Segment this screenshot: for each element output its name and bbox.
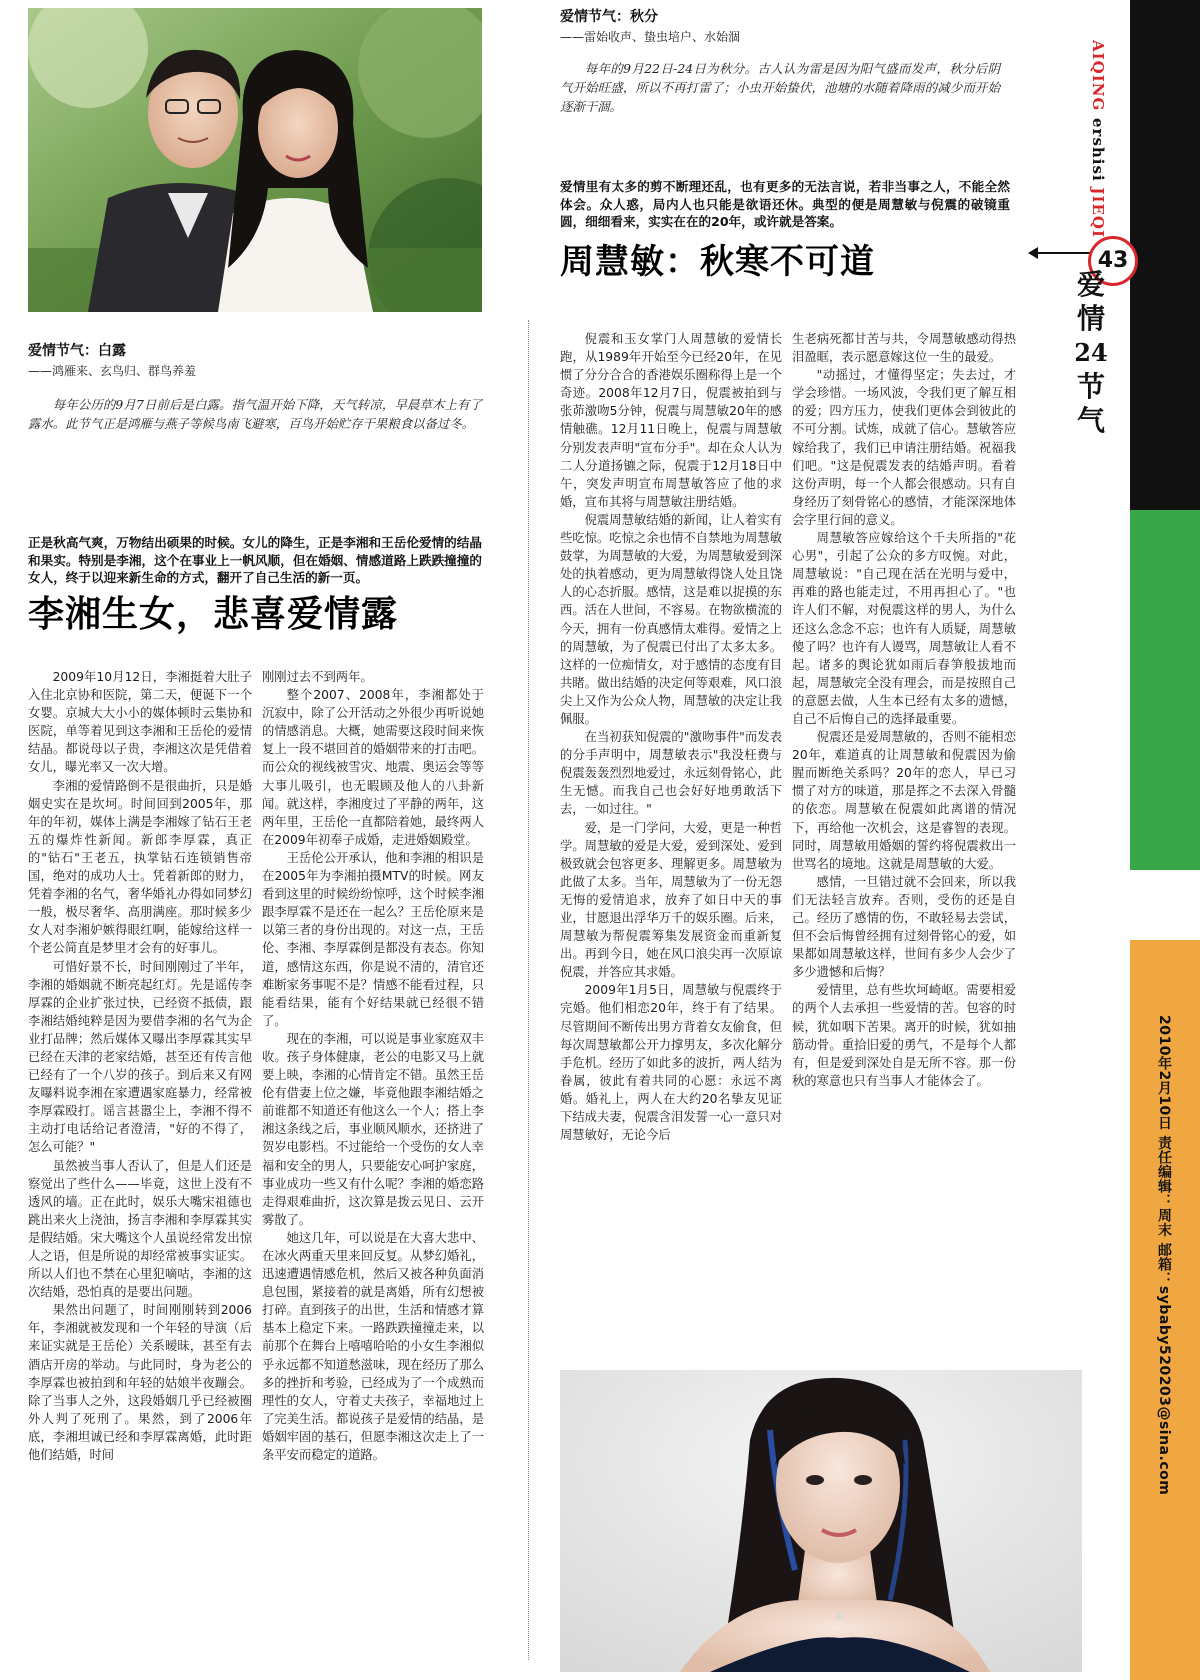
pinyin-aiqing: AIQING [1089, 40, 1107, 112]
paragraph: 生老病死都甘苦与共，令周慧敏感动得热泪盈眶，表示愿意嫁这位一生的最爱。 [792, 332, 1016, 365]
paragraph: 虽然被当事人否认了，但是人们还是察觉出了些什么——毕竟，这世上没有不透风的墙。正在此时，娱乐大嘴宋祖德也跳出来火上浇油，扬言李湘和李厚霖其实是假结婚。宋大嘴这个人虽说经常发出惊人之语，但是所说的却经常被事实证实。所以人们也不禁在心里犯嘀咕，李湘的这次结婚，恐怕真的是要出问题。 [28, 1158, 252, 1300]
rail-white-band [1130, 870, 1200, 940]
paragraph: 果然出问题了，时间刚刚转到2006年，李湘就被发现和一个年轻的导演（后来证实就是王岳伦）关系暧昧，甚至有去酒店开房的举动。与此同时，身为老公的李厚霖也被拍到和年轻的姑娘半夜蹦会。除了当事人之外，这段婚姻几乎已经被圈外人判了死刑了。果然，到了2006年底，李湘坦诚已经和李厚霖离婚，此时距他们结婚，时间 [28, 1303, 252, 1463]
pinyin-ershisi: ershisi [1089, 117, 1107, 182]
section-char: 节 [1076, 370, 1105, 403]
rail-black-band [1130, 0, 1200, 510]
section-pinyin [1089, 40, 1107, 238]
paragraph: 倪震和玉女掌门人周慧敏的爱情长跑，从1989年开始至今已经20年，在见惯了分分合合的香港娱乐圈称得上是一个奇迹。2008年12月7日，倪震被拍到与张茆激吻5分钟，倪震与周慧敏20年的感情触礁。12月11日晚上，倪震与周慧敏分别发表声明"宣布分手"。却在众人认为二人分道扬镳之际，倪震于12月18日中午，突发声明宣布周慧敏答应了他的求婚，宣布其将与周慧敏注册结婚。 [560, 332, 782, 509]
bailu-title: 爱情节气：白露 [28, 343, 126, 359]
section-char: 24 [1074, 338, 1108, 367]
qiufen-note: 每年的9月22日-24日为秋分。古人认为雷是因为阳气盛而发声，秋分后阴气开始旺盛，所以不再打雷了；小虫开始蛰伏，池塘的水随着降雨的减少而开始逐渐干涸。 [560, 61, 1000, 114]
page-number: 43 [1088, 236, 1138, 286]
paragraph: 爱，是一门学问，大爱，更是一种哲学。周慧敏的爱是大爱，爱到深处、爱到极致就会包容更多、理解更多。周慧敏为此做了太多。当年，周慧敏为了一份无怨无悔的爱情追求，放弃了如日中天的事业，甘愿退出浮华万千的娱乐圈。后来，周慧敏为帮倪震筹集发展资金而重新复出。再到今日，她在风口浪尖再一次原谅倪震，并答应其求婚。 [560, 820, 782, 980]
pinyin-jieqi: JIEQI [1089, 187, 1107, 239]
paragraph: 她这几年，可以说是在大喜大悲中、在冰火两重天里来回反复。从梦幻婚礼，迅速遭遇情感危机，然后又被各种负面消息包围，紧接着的就是离婚，所有幻想被打碎。直到孩子的出世，生活和情感才算基本上稳定下来。一路跌跌撞撞走来，以前那个在舞台上嘻嘻哈哈的小女生李湘似乎永远都不知道愁滋味，现在经历了那么多的挫折和考验，已经成为了一个成熟而理性的女人，守着丈夫孩子，幸福地过上了完美生活。都说孩子是爱情的结晶，是婚姻牢固的基石，但愿李湘这次走上了一条平安而稳定的道路。 [262, 1230, 484, 1463]
paragraph: 感情，一旦错过就不会回来，所以我们无法轻言放弃。否则，受伤的还是自己。经历了感情的伤，不敢轻易去尝试，但不会后悔曾经拥有过刻骨铭心的爱，如果都如周慧敏这样，世间有多少人会少了多少遗憾和后悔？ [792, 874, 1016, 980]
paragraph: 爱情里，总有些坎坷崎岖。需要相爱的两个人去承担一些爱情的苦。包容的时候，犹如咽下苦果。离开的时候，犹如抽筋动骨。重拾旧爱的勇气，不是每个人都有，但是爱到深处自是无所不容。那一份秋的寒意也只有当事人才能体会了。 [792, 983, 1016, 1088]
paragraph: "动摇过，才懂得坚定；失去过，才学会珍惜。一场风波，令我们更了解互相的爱；四方压力，使我们更体会到彼此的不可分割。试炼，成就了信心。慧敏答应嫁给我了，我们已申请注册结婚。祝福我们吧。"这是倪震发表的结婚声明。看着这份声明，每一个人都会很感动。只有自身经历了刻骨铭心的感情，才能深深地体会字里行间的意义。 [792, 368, 1016, 527]
woman-portrait-photo [560, 1370, 1082, 1672]
column-separator [528, 320, 529, 1660]
zhou-column-1 [560, 330, 782, 1350]
paragraph: 李湘的爱情路倒不是很曲折，只是婚姻史实在是坎坷。时间回到2005年，那年的年初，媒体上满是李湘嫁了钻石王老五的爆炸性新闻。新郎李厚霖，真正的"钻石"王老五，执掌钻石连锁销售帝国，绝对的成功人士。凭着新郎的财力，凭着李湘的名气，奢华婚礼办得如同梦幻一般，极尽奢华、高朋满座。那时候多少女人对李湘妒嫉得眼红啊，能嫁给这样一个老公简直是梦里才会有的好事儿。 [28, 778, 252, 956]
paragraph: 倪震周慧敏结婚的新闻，让人着实有些吃惊。吃惊之余也情不自禁地为周慧敏鼓掌，为周慧敏的大爱，为周慧敏爱到深处的执着感动，更为周慧敏得饶人处且饶人的心态折服。感情，这是难以捉摸的东西。活在人世间，不容易。在物欲横流的今天，拥有一份真感情太难得。爱情之上的周慧敏，为了倪震已付出了太多太多。这样的一位痴情女，对于感情的态度有目共睹。做出结婚的决定何等艰难，风口浪尖上又作为公众人物，周慧敏的决定让我佩服。 [560, 512, 782, 726]
qiufen-title: 爱情节气：秋分 [560, 9, 658, 25]
section-char: 气 [1076, 404, 1105, 437]
paragraph: 2009年1月5日，周慧敏与倪震终于完婚。他们相恋20年，终于有了结果。尽管期间不断传出男方背着女友偷食，但每次周慧敏都公开力撑男友，多次化解分手危机。经历了如此多的波折，两人结为眷属，彼此有着共同的心愿：永远不离婚。婚礼上，两人在大约20名挚友见证下结成夫妻，倪震含泪发誓一心一意只对周慧敏好，无论今后 [560, 983, 782, 1143]
paragraph: 2009年10月12日，李湘挺着大肚子入住北京协和医院，第二天，便诞下一个女婴。京城大大小小的媒体顿时云集协和医院，单等着见到这李湘和王岳伦的爱情结晶。都说母以子贵，李湘这次是凭借着女儿，曝光率又一次大增。 [28, 670, 252, 775]
paragraph: 在当初获知倪震的"激吻事件"而发表的分手声明中，周慧敏表示"我没枉费与倪震轰轰烈烈地爱过，永远刻骨铭心，此生无憾。而我自己也会好好地勇敢活下去，一如过往。" [560, 730, 782, 817]
paragraph: 王岳伦公开承认，他和李湘的相识是在2005年为李湘拍摄MTV的时候。网友看到这里的时候纷纷惊呼，这个时候李湘跟李厚霖不是还在一起么？王岳伦原来是以第三者的身份出现的。对这一点，王岳伦、李湘、李厚霖倒是都没有表态。你知道，感情这东西，你是说不清的，清官还难断家务事呢不是？情感不能看过程，只能看结果，能有个好结果就已经很不错了。 [262, 850, 484, 1028]
paragraph: 倪震还是爱周慧敏的，否则不能相恋20年，难道真的让周慧敏和倪震因为偷腥而断绝关系吗？20年的恋人，早已习惯了对方的味道，那是挥之不去深入骨髓的依恋。周慧敏在倪震如此离谱的情况下，再给他一次机会，这是睿智的表现。同时，周慧敏用婚姻的誓约将倪震救出一世骂名的境地。这就是周慧敏的大爱。 [792, 730, 1016, 871]
page-pointer-arrow [1034, 252, 1092, 254]
rail-green-band [1130, 510, 1200, 870]
lixiang-column-1 [28, 668, 252, 1668]
paragraph: 可惜好景不长，时间刚刚过了半年，李湘的婚姻就不断亮起红灯。先是谣传李厚霖的企业扩张过快，已经资不抵债，跟李湘结婚纯粹是因为要借李湘的名气为企业打品牌；然后媒体又曝出李厚霖其实早已经在天津的老家结婚，甚至还有传言他已经有了一个八岁的孩子。到后来又有网友曝料说李湘在家遭遇家庭暴力，经常被李厚霖殴打。谣言甚嚣尘上，李湘不得不主动打电话给记者澄清，"好的不得了，怎么可能？" [28, 959, 252, 1155]
section-char: 爱 [1076, 268, 1105, 301]
section-char: 情 [1076, 302, 1105, 335]
zhou-headline: 周慧敏：秋寒不可道 [560, 242, 875, 282]
section-title-vertical [1070, 268, 1112, 438]
couple-photo [28, 8, 482, 312]
paragraph: 整个2007、2008年，李湘都处于沉寂中，除了公开活动之外很少再听说她的情感消息。大概，她需要这段时间来恢复上一段不堪回首的婚姻带来的打击吧。而公众的视线被雪灾、地震、奥运会等等大事儿吸引，也无暇顾及他人的八卦新闻。就这样，李湘度过了平静的两年，这两年里，王岳伦一直都陪着她，最终两人在2009年初奉子成婚，走进婚姻殿堂。 [262, 688, 484, 847]
zhou-intro: 爱情里有太多的剪不断理还乱，也有更多的无法言说，若非当事之人，不能全然体会。众人惑，局内人也只能是欲语还休。典型的便是周慧敏与倪震的破镜重圆，细细看来，实实在在的20年，或许就是答案。 [560, 179, 1010, 229]
bailu-subtitle: ——鸿雁来、玄鸟归、群鸟养羞 [28, 364, 197, 378]
lixiang-headline: 李湘生女，悲喜爱情露 [28, 593, 399, 635]
qiufen-subtitle: ——雷始收声、蛰虫培户、水始涸 [560, 30, 741, 44]
issue-date-editor-email: 2010年2月10日 责任编辑：周末 邮箱：sybaby520203@sina.com [1156, 1015, 1172, 1496]
lixiang-intro: 正是秋高气爽，万物结出硕果的时候。女儿的降生，正是李湘和王岳伦爱情的结晶和果实。特别是李湘，这个在事业上一帆风顺，但在婚姻、情感道路上跌跌撞撞的女人，终于以迎来新生命的方式，翻开了自己生活的新一页。 [28, 535, 482, 585]
lixiang-column-2 [262, 668, 484, 1668]
paragraph: 周慧敏答应嫁给这个千夫所指的"花心男"，引起了公众的多方叹惋。对此，周慧敏说："自己现在活在光明与爱中，再难的路也能走过，不用再担心了。"也许人们不解，对倪震这样的男人，为什么还这么念念不忘；也许有人质疑，周慧敏傻了吗？也许有人谩骂，周慧敏让人看不起。诸多的舆论犹如雨后春笋般拔地而起，周慧敏完全没有理会，而是按照自己的意愿去做，人生本已经有太多的遗憾，自己不后悔自己的选择最重要。 [792, 531, 1016, 726]
bailu-note: 每年公历的9月7日前后是白露。指气温开始下降，天气转凉，早晨草木上有了露水。此节气正是鸿雁与燕子等候鸟南飞避寒，百鸟开始贮存干果粮食以备过冬。 [28, 397, 482, 431]
paragraph: 现在的李湘，可以说是事业家庭双丰收。孩子身体健康，老公的电影又马上就要上映，李湘的心情肯定不错。虽然王岳伦有借妻上位之嫌，毕竟他跟李湘结婚之前谁都不知道还有他这么一个人；搭上李湘这条线之后，事业顺风顺水，还挤进了贺岁电影档。不过能给一个受伤的女人幸福和安全的男人，只要能安心呵护家庭，事业成功一些又有什么呢？李湘的婚恋路走得艰难曲折，这次算是拨云见日、云开雾散了。 [262, 1031, 484, 1227]
paragraph: 刚刚过去不到两年。 [262, 670, 373, 684]
zhou-column-2 [792, 330, 1016, 1350]
